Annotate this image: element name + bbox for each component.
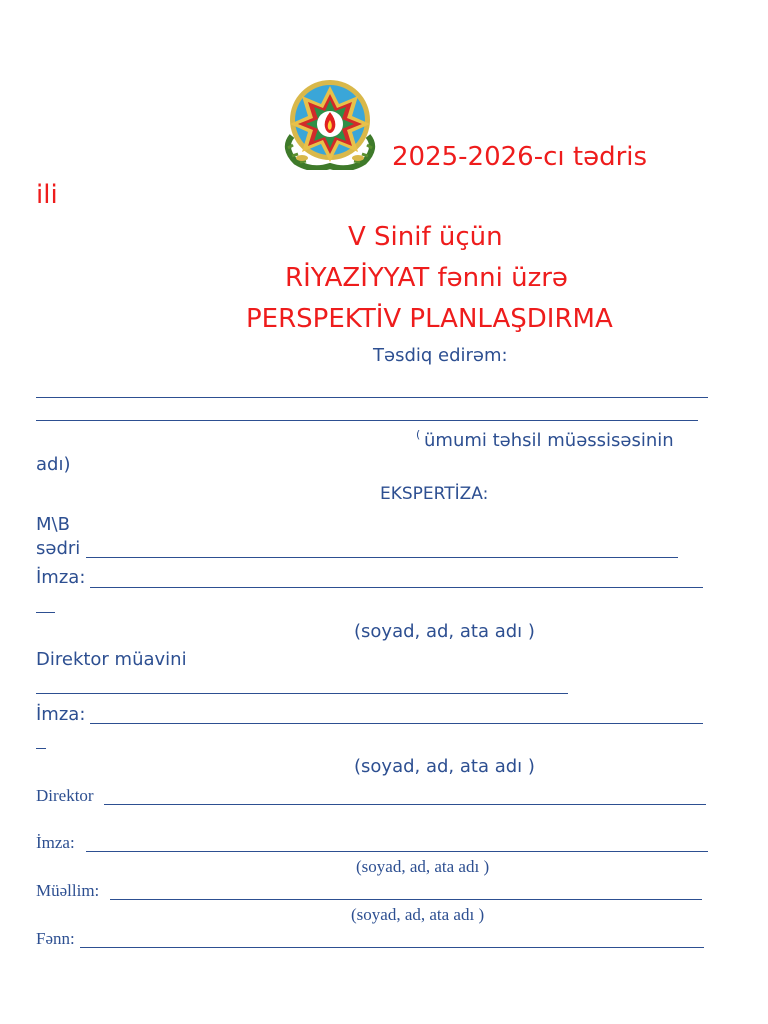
institution-hint-cont: adı) — [36, 454, 71, 475]
teacher-line[interactable] — [110, 899, 702, 900]
director-names-hint: (soyad, ad, ata adı ) — [356, 857, 490, 876]
deputy-signature-line[interactable] — [90, 723, 703, 724]
deputy-names-hint: (soyad, ad, ata adı ) — [354, 756, 535, 777]
coat-of-arms-emblem — [278, 78, 382, 170]
mb-names-hint: (soyad, ad, ata adı ) — [354, 621, 535, 642]
mb-signature-overflow — [36, 612, 55, 613]
director-signature-label: İmza: — [36, 833, 75, 852]
institution-line-1[interactable] — [36, 397, 708, 398]
expertise-heading: EKSPERTİZA: — [380, 484, 489, 504]
academic-year-title: 2025-2026-cı tədris — [392, 142, 648, 172]
institution-hint-paren: ( — [416, 428, 421, 441]
mb-signature-line[interactable] — [90, 587, 703, 588]
institution-line-2[interactable] — [36, 420, 698, 421]
director-signature-line[interactable] — [86, 851, 708, 852]
subject-field-line[interactable] — [80, 947, 704, 948]
subject-field-label: Fənn: — [36, 929, 75, 948]
institution-hint: ümumi təhsil müəssisəsinin — [424, 430, 674, 451]
document-type-title: PERSPEKTİV PLANLAŞDIRMA — [246, 304, 613, 334]
mb-chairman-label: sədri — [36, 538, 81, 559]
deputy-director-line[interactable] — [36, 693, 568, 694]
grade-title: V Sinif üçün — [348, 222, 503, 252]
approval-heading: Təsdiq edirəm: — [373, 345, 508, 366]
deputy-signature-overflow — [36, 748, 46, 749]
mb-signature-label: İmza: — [36, 567, 86, 588]
director-label: Direktor — [36, 786, 94, 805]
teacher-names-hint: (soyad, ad, ata adı ) — [351, 905, 485, 924]
teacher-label: Müəllim: — [36, 881, 100, 900]
subject-title: RİYAZİYYAT fənni üzrə — [285, 263, 568, 293]
mb-chairman-line[interactable] — [86, 557, 678, 558]
academic-year-title-cont: ili — [36, 180, 58, 210]
mb-label: M\B — [36, 514, 70, 535]
deputy-signature-label: İmza: — [36, 704, 86, 725]
deputy-director-label: Direktor müavini — [36, 649, 187, 670]
director-line[interactable] — [104, 804, 706, 805]
